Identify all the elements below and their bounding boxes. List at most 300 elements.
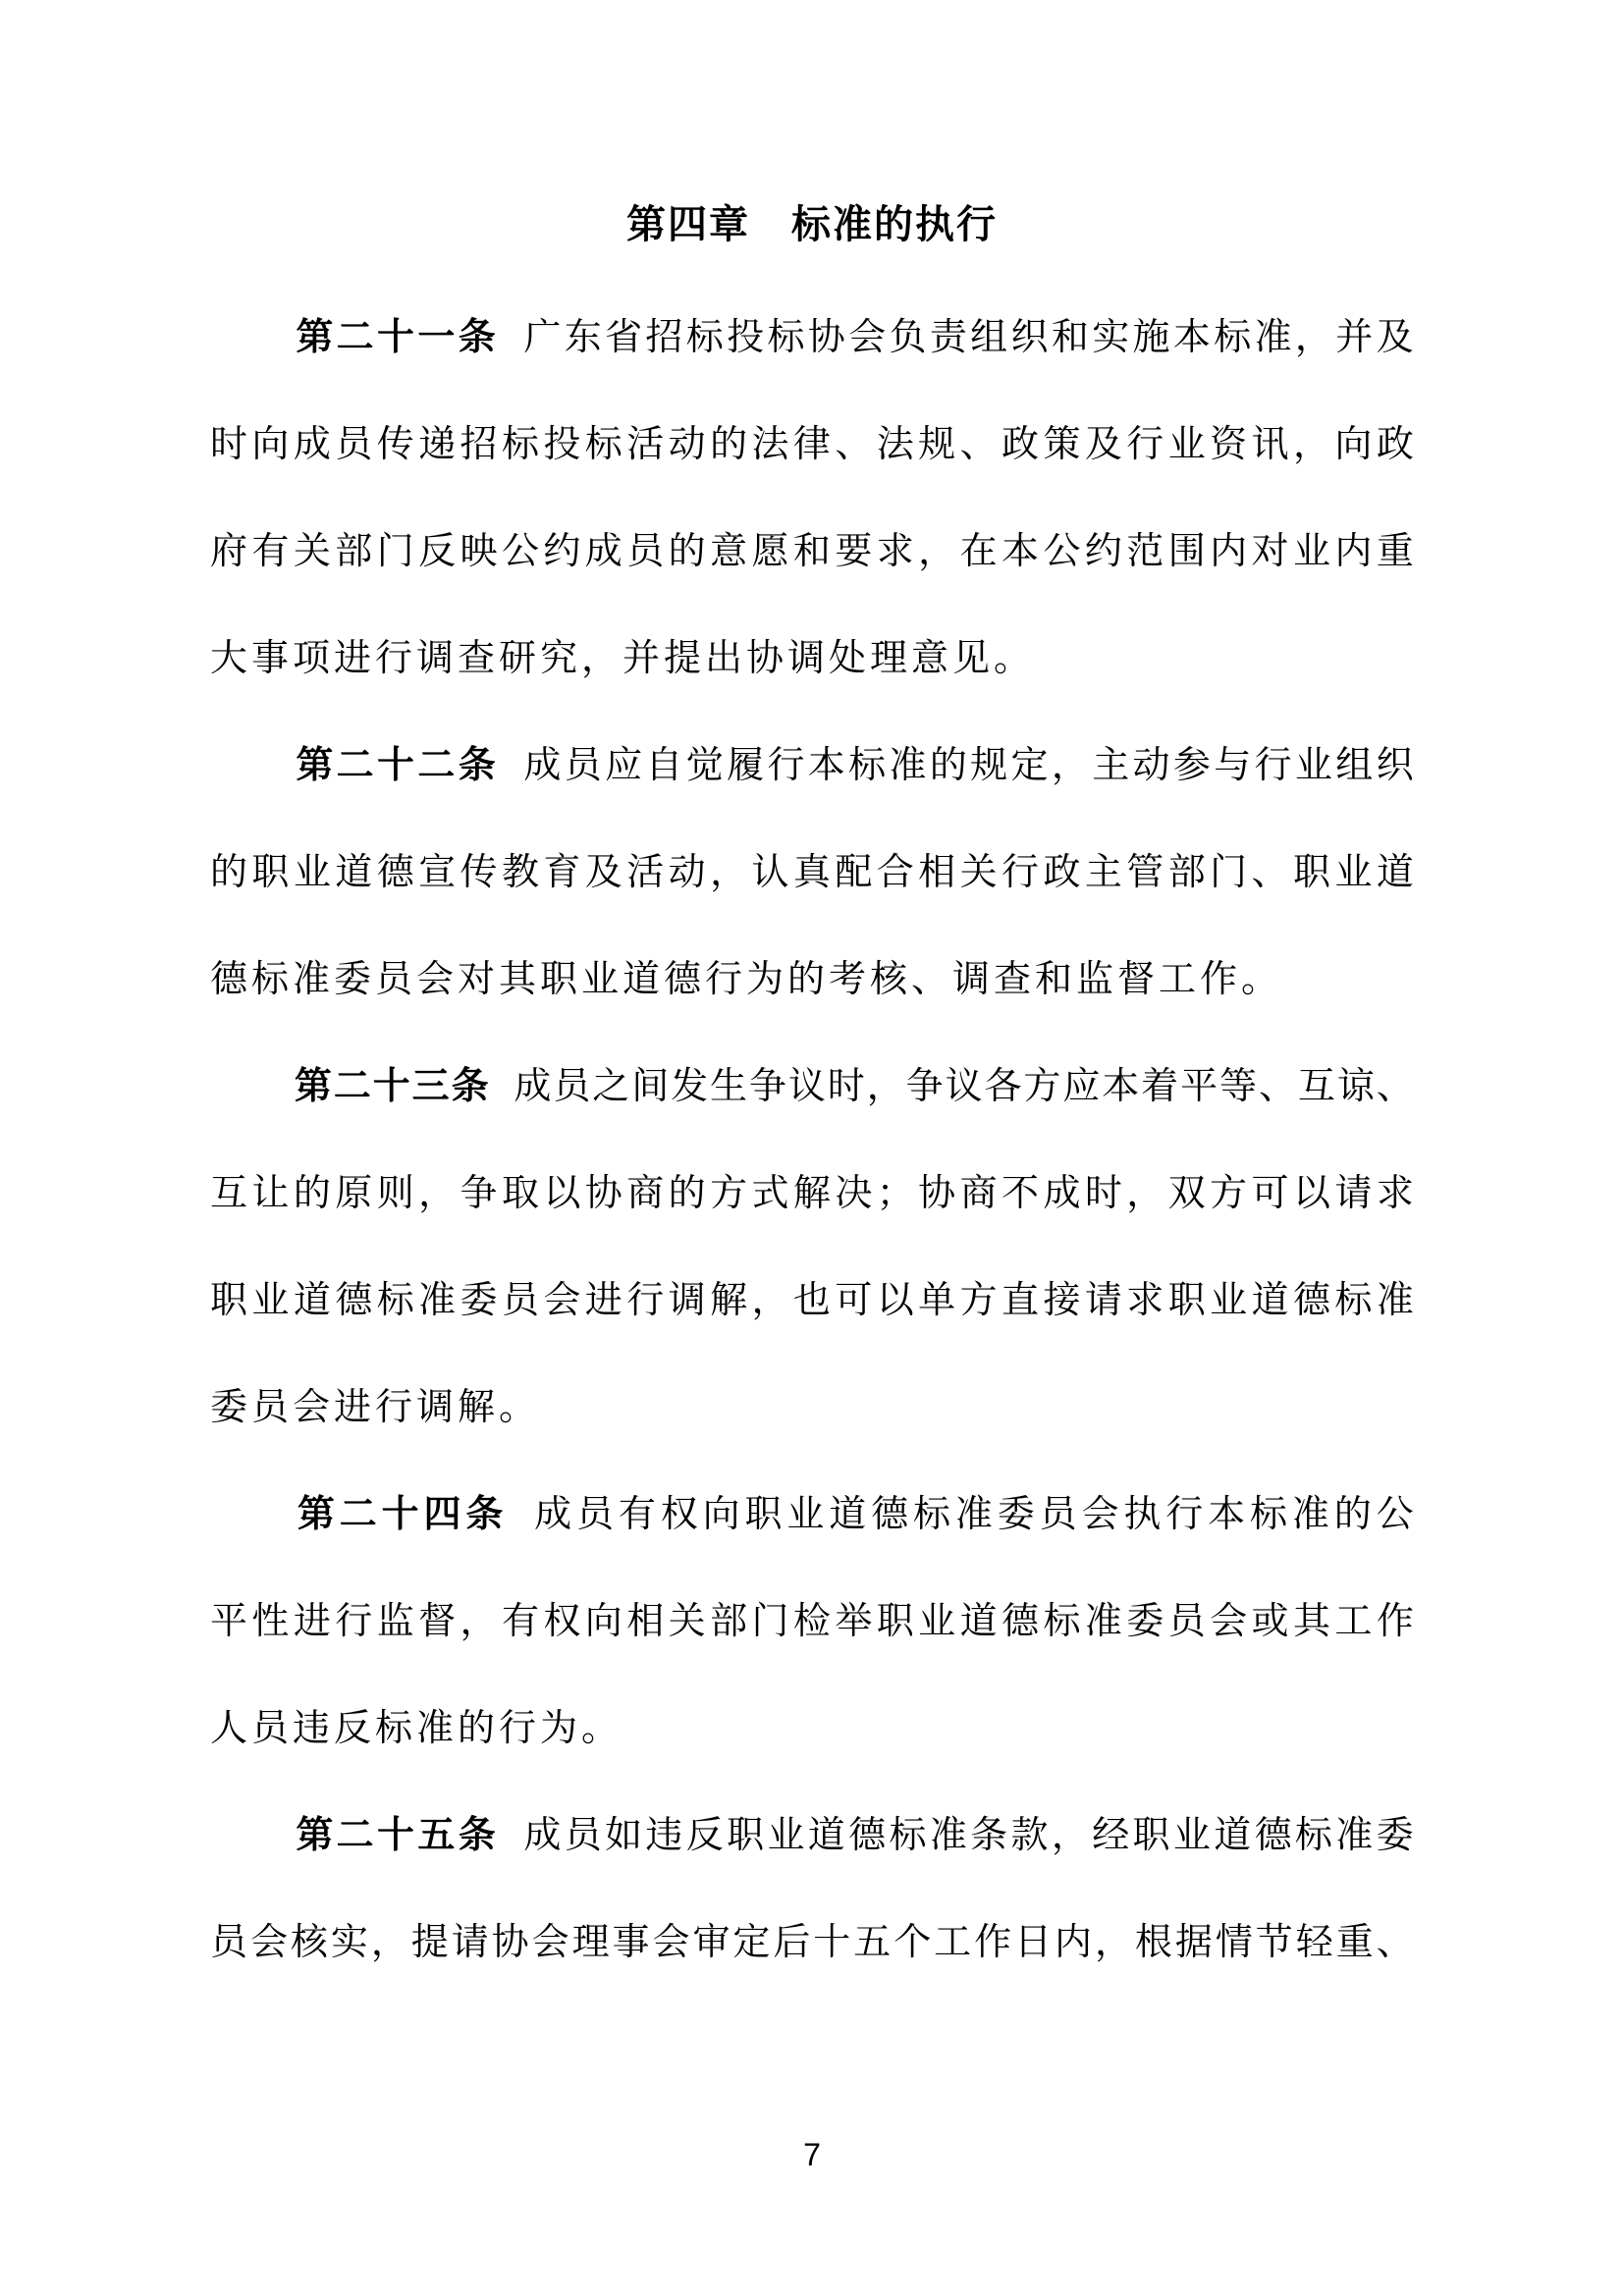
char: 递 (418, 424, 457, 465)
char: 、 (835, 424, 873, 465)
article-number-char: 二 (336, 745, 374, 786)
char: 以 (876, 1280, 914, 1321)
char: 违 (645, 1815, 683, 1856)
line-text: 大事项进行调查研究，并提出协调处理意见。 (210, 638, 1036, 679)
char: 成 (523, 745, 562, 786)
char: 性 (251, 1601, 290, 1642)
article-number-char: 条 (458, 745, 496, 786)
char: 并 (1335, 317, 1374, 358)
char: 及 (1084, 424, 1122, 465)
char: 日 (1014, 1922, 1053, 1963)
char: 道 (829, 1494, 867, 1535)
char: 监 (376, 1601, 414, 1642)
char: 准 (929, 1815, 967, 1856)
char: 据 (1174, 1922, 1213, 1963)
char: 协 (584, 1173, 623, 1214)
char: 个 (893, 1922, 932, 1963)
char: 标 (501, 424, 539, 465)
char: 职 (1292, 852, 1330, 893)
char: 织 (1376, 745, 1414, 786)
char: 业 (293, 852, 331, 893)
char: 会 (249, 1922, 288, 1963)
char: 与 (1214, 745, 1252, 786)
char: 成 (514, 1066, 552, 1107)
char: ， (370, 1922, 408, 1963)
text-line (210, 1029, 1414, 1136)
char: 业 (767, 1815, 805, 1856)
char: 请 (1334, 1173, 1373, 1214)
char: 或 (1251, 1601, 1289, 1642)
char: 真 (792, 852, 831, 893)
char: 工 (934, 1922, 972, 1963)
char: 政 (1043, 852, 1081, 893)
article-number-char: 第 (297, 1494, 335, 1535)
char: 德 (1292, 1280, 1330, 1321)
char: 员 (564, 1815, 602, 1856)
article-number-char: 十 (377, 317, 415, 358)
char: 业 (1167, 424, 1206, 465)
char: 自 (645, 745, 683, 786)
char: 会 (543, 1280, 581, 1321)
char: 道 (293, 1280, 331, 1321)
char: 作 (974, 1922, 1012, 1963)
article-number-char: 十 (381, 1494, 419, 1535)
char: 会 (531, 1922, 569, 1963)
char: 配 (835, 852, 873, 893)
char: 节 (1255, 1922, 1293, 1963)
char: 关 (668, 1601, 706, 1642)
chapter-title: 第四章 标准的执行 (626, 203, 998, 246)
char: 轻 (1295, 1922, 1333, 1963)
char: 情 (1215, 1922, 1253, 1963)
text-line (210, 1564, 1414, 1671)
char: 后 (773, 1922, 811, 1963)
char: 门 (1210, 852, 1248, 893)
char: 的 (1333, 1494, 1372, 1535)
char: 法 (876, 424, 914, 465)
char: 争 (460, 1173, 498, 1214)
char: 本 (1172, 317, 1211, 358)
char: 业 (1294, 745, 1332, 786)
char: 标 (1249, 1494, 1287, 1535)
char: 职 (876, 1601, 914, 1642)
char: 管 (1126, 852, 1164, 893)
char: 道 (1251, 1280, 1289, 1321)
char: 责 (929, 317, 967, 358)
char: 东 (564, 317, 602, 358)
char: 策 (1043, 424, 1081, 465)
char: 、 (1251, 852, 1289, 893)
char: 审 (692, 1922, 731, 1963)
char: 动 (668, 852, 706, 893)
char: 反 (418, 531, 457, 572)
article-number-char: 三 (411, 1066, 450, 1107)
char: 主 (1092, 745, 1130, 786)
char: 准 (1254, 317, 1292, 358)
char: 成 (293, 424, 331, 465)
char: 活 (626, 424, 665, 465)
char: 提 (410, 1922, 449, 1963)
char: 关 (293, 531, 331, 572)
char: 解 (792, 1173, 831, 1214)
char: 约 (1084, 531, 1122, 572)
char: 门 (376, 531, 414, 572)
char: 准 (1376, 1280, 1414, 1321)
text-line (210, 1885, 1414, 1992)
char: 职 (744, 1494, 783, 1535)
char: 参 (1172, 745, 1211, 786)
char: 主 (1084, 852, 1122, 893)
char: ， (1294, 317, 1332, 358)
char: 育 (543, 852, 581, 893)
char: 觉 (685, 745, 724, 786)
char: 德 (1254, 1815, 1292, 1856)
char: 向 (584, 1601, 623, 1642)
char: 商 (959, 1173, 998, 1214)
char: 会 (1081, 1494, 1119, 1535)
char: 德 (871, 1494, 909, 1535)
char: 员 (575, 1494, 614, 1535)
text-line (210, 387, 1414, 494)
char: 招 (645, 317, 683, 358)
char: 方 (710, 1173, 748, 1214)
char: 业 (786, 1494, 825, 1535)
char: 本 (1208, 1494, 1246, 1535)
char: 会 (848, 317, 887, 358)
article-number-char: 条 (451, 1066, 489, 1107)
char: ， (918, 531, 956, 572)
char: ， (460, 1601, 498, 1642)
char: 政 (1376, 424, 1414, 465)
article-number-char: 条 (465, 1494, 504, 1535)
char: 成 (1043, 1173, 1081, 1214)
char: 成 (584, 531, 623, 572)
text-line (210, 1243, 1414, 1350)
char: 业 (1172, 1815, 1211, 1856)
line-text: 德标准委员会对其职业道德行为的考核、调查和监督工作。 (210, 959, 1283, 1000)
char: 协 (918, 1173, 956, 1214)
char: 生 (710, 1066, 748, 1107)
char: 业 (1334, 852, 1373, 893)
char: 商 (626, 1173, 665, 1214)
char: 委 (460, 1280, 498, 1321)
char: 准 (1335, 1815, 1374, 1856)
char: 原 (335, 1173, 373, 1214)
char: 公 (1043, 531, 1081, 572)
char: 成 (534, 1494, 572, 1535)
char: ， (710, 852, 748, 893)
char: 请 (451, 1922, 489, 1963)
char: 举 (835, 1601, 873, 1642)
char: 规 (970, 745, 1008, 786)
char: 款 (1010, 1815, 1049, 1856)
char: 传 (376, 424, 414, 465)
char: 以 (543, 1173, 581, 1214)
text-line (210, 494, 1414, 601)
char: 检 (792, 1601, 831, 1642)
char: 方 (959, 1280, 998, 1321)
article-number-char: 第 (296, 317, 334, 358)
char: 道 (807, 1815, 845, 1856)
char: 范 (1126, 531, 1164, 572)
char: 投 (727, 317, 765, 358)
char: 发 (671, 1066, 709, 1107)
char: 标 (912, 1494, 950, 1535)
char: 员 (210, 1922, 248, 1963)
char: 资 (1210, 424, 1248, 465)
char: 和 (792, 531, 831, 572)
char: 相 (626, 1601, 665, 1642)
article-number-char: 第 (296, 1815, 334, 1856)
char: 行 (1126, 424, 1164, 465)
char: 道 (959, 1601, 998, 1642)
char: 织 (1010, 317, 1049, 358)
char: 协 (491, 1922, 529, 1963)
char: 十 (813, 1922, 851, 1963)
char: 职 (727, 1815, 765, 1856)
char: 本 (1001, 531, 1040, 572)
char: 准 (418, 1280, 457, 1321)
char: 标 (889, 1815, 927, 1856)
char: 条 (970, 1815, 1008, 1856)
text-line (210, 601, 1414, 708)
char: 时 (1084, 1173, 1122, 1214)
char: 各 (984, 1066, 1022, 1107)
char: 负 (889, 317, 927, 358)
char: 准 (1291, 1494, 1329, 1535)
char: 动 (1132, 745, 1170, 786)
char: 部 (1167, 852, 1206, 893)
char: 准 (954, 1494, 993, 1535)
text-line (210, 1778, 1414, 1885)
char: 行 (1001, 852, 1040, 893)
char: 、 (1376, 1066, 1414, 1107)
char: 着 (1141, 1066, 1179, 1107)
line-text: 委员会进行调解。 (210, 1387, 541, 1428)
char: 准 (1084, 1601, 1122, 1642)
char: 的 (668, 531, 706, 572)
char: ， (1094, 1922, 1132, 1963)
char: 要 (835, 531, 873, 572)
char: 其 (1292, 1601, 1330, 1642)
char: 宣 (418, 852, 457, 893)
char: 标 (1294, 1815, 1332, 1856)
char: 门 (751, 1601, 789, 1642)
char: 施 (1132, 317, 1170, 358)
char: 根 (1134, 1922, 1172, 1963)
char: 式 (751, 1173, 789, 1214)
char: 教 (501, 852, 539, 893)
char: 核 (290, 1922, 328, 1963)
char: 五 (853, 1922, 892, 1963)
char: 标 (1214, 317, 1252, 358)
char: 会 (652, 1922, 690, 1963)
char: 员 (1167, 1601, 1206, 1642)
char: ， (1292, 424, 1330, 465)
char: 应 (1062, 1066, 1101, 1107)
char: 可 (835, 1280, 873, 1321)
char: 标 (685, 317, 724, 358)
char: 公 (501, 531, 539, 572)
article-number-char: 四 (423, 1494, 461, 1535)
char: 动 (668, 424, 706, 465)
char: 如 (605, 1815, 643, 1856)
char: 方 (1210, 1173, 1248, 1214)
char: ， (1051, 745, 1089, 786)
char: 员 (1039, 1494, 1077, 1535)
char: 重 (1376, 531, 1414, 572)
char: 的 (929, 745, 967, 786)
char: 标 (848, 745, 887, 786)
char: 方 (1023, 1066, 1061, 1107)
char: 员 (626, 531, 665, 572)
text-line (210, 922, 1414, 1029)
article-number-char: 条 (458, 317, 496, 358)
text-line (210, 815, 1414, 922)
char: 标 (1334, 1280, 1373, 1321)
line-text: 人员违反标准的行为。 (210, 1708, 623, 1749)
char: 内 (1334, 531, 1373, 572)
char: 行 (1165, 1494, 1204, 1535)
text-line (210, 1671, 1414, 1778)
char: 求 (876, 531, 914, 572)
article-number-char: 五 (417, 1815, 456, 1856)
char: 意 (710, 531, 748, 572)
article-number-char: 第 (296, 745, 334, 786)
char: 让 (251, 1173, 290, 1214)
char: ， (751, 1280, 789, 1321)
text-line (210, 1350, 1414, 1457)
char: 决 (835, 1173, 873, 1214)
char: 、 (959, 424, 998, 465)
char: 员 (564, 745, 602, 786)
char: 平 (1180, 1066, 1218, 1107)
char: 协 (807, 317, 845, 358)
char: 愿 (751, 531, 789, 572)
text-line (210, 708, 1414, 815)
article-number-char: 十 (372, 1066, 410, 1107)
char: 向 (251, 424, 290, 465)
char: 委 (1376, 1815, 1414, 1856)
char: 传 (460, 852, 498, 893)
char: 活 (626, 852, 665, 893)
char: 组 (1335, 745, 1374, 786)
char: 合 (876, 852, 914, 893)
char: 认 (751, 852, 789, 893)
char: 本 (1102, 1066, 1140, 1107)
char: 取 (501, 1173, 539, 1214)
char: 重 (1335, 1922, 1374, 1963)
article-number-char: 第 (294, 1066, 332, 1107)
char: 经 (1092, 1815, 1130, 1856)
char: 单 (918, 1280, 956, 1321)
char: 对 (1251, 531, 1289, 572)
char: 省 (605, 317, 643, 358)
char: 、 (1258, 1066, 1296, 1107)
char: 德 (1001, 1601, 1040, 1642)
char: 事 (612, 1922, 650, 1963)
char: 员 (335, 424, 373, 465)
article-number-char: 一 (417, 317, 456, 358)
char: 履 (727, 745, 765, 786)
char: 相 (918, 852, 956, 893)
article-number-char: 二 (336, 1815, 374, 1856)
char: 行 (626, 1280, 665, 1321)
char: 工 (1334, 1601, 1373, 1642)
char: 间 (631, 1066, 670, 1107)
char: 员 (553, 1066, 591, 1107)
page-number: 7 (803, 2137, 821, 2172)
char: ， (866, 1066, 904, 1107)
char: 律 (792, 424, 831, 465)
char: 议 (945, 1066, 983, 1107)
char: 权 (543, 1601, 581, 1642)
char: 权 (660, 1494, 698, 1535)
char: 求 (1376, 1173, 1414, 1214)
char: 定 (732, 1922, 771, 1963)
char: 的 (293, 1173, 331, 1214)
char: 向 (1334, 424, 1373, 465)
char: 内 (1055, 1922, 1093, 1963)
char: 进 (293, 1601, 331, 1642)
text-line (210, 1136, 1414, 1243)
char: 时 (210, 424, 248, 465)
char: 之 (592, 1066, 630, 1107)
char: 职 (1167, 1280, 1206, 1321)
char: 则 (376, 1173, 414, 1214)
char: 行 (767, 745, 805, 786)
char: 解 (710, 1280, 748, 1321)
char: 接 (1043, 1280, 1081, 1321)
char: 德 (335, 1280, 373, 1321)
char: 业 (1292, 531, 1330, 572)
char: 部 (710, 1601, 748, 1642)
char: 争 (748, 1066, 786, 1107)
char: 讯 (1251, 424, 1289, 465)
char: 实 (330, 1922, 368, 1963)
char: 向 (702, 1494, 740, 1535)
char: 准 (889, 745, 927, 786)
char: 道 (1214, 1815, 1252, 1856)
char: 围 (1167, 531, 1206, 572)
char: 反 (685, 1815, 724, 1856)
article-number-char: 条 (458, 1815, 496, 1856)
char: 作 (1376, 1601, 1414, 1642)
article-number-char: 十 (377, 745, 415, 786)
char: 的 (710, 424, 748, 465)
char: 本 (807, 745, 845, 786)
char: 可 (1251, 1173, 1289, 1214)
article-number-char: 二 (336, 317, 374, 358)
char: 职 (1132, 1815, 1170, 1856)
char: 有 (618, 1494, 656, 1535)
document-body (210, 280, 1414, 1992)
char: 员 (501, 1280, 539, 1321)
char: 府 (210, 531, 248, 572)
char: 也 (792, 1280, 831, 1321)
text-line (210, 280, 1414, 387)
char: 调 (668, 1280, 706, 1321)
char: 业 (1210, 1280, 1248, 1321)
char: 标 (767, 317, 805, 358)
char: 在 (959, 531, 998, 572)
char: 时 (827, 1066, 865, 1107)
char: 组 (970, 317, 1008, 358)
char: 职 (210, 1280, 248, 1321)
text-line (210, 1457, 1414, 1564)
article-number-char: 二 (417, 745, 456, 786)
char: 互 (210, 1173, 248, 1214)
